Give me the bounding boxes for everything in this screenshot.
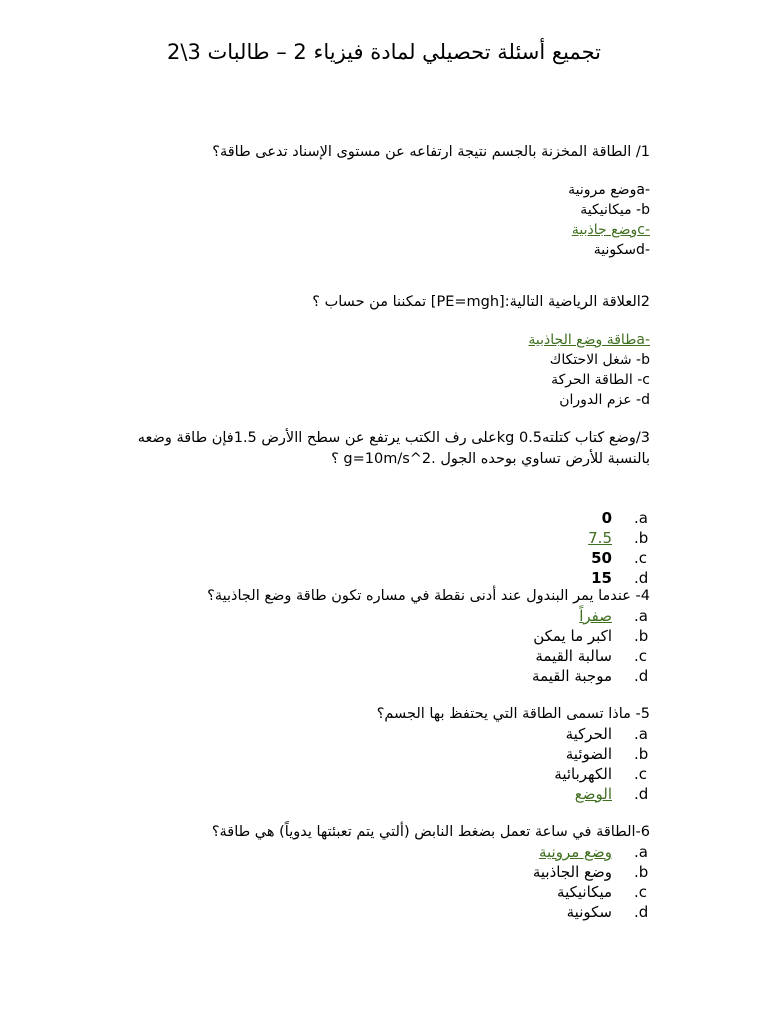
option-value: الوضع [574, 785, 612, 803]
option-letter: .a [634, 725, 648, 743]
option-value: 50 [591, 549, 612, 567]
q3-option-c [456, 548, 656, 568]
q2-option-c: c- الطاقة الحركة [551, 372, 650, 388]
option-value: 7.5 [588, 529, 612, 547]
option-value: موجبة القيمة [532, 667, 612, 685]
question-2: 2العلاقة الرياضية التالية:[PE=mgh] تمكننا من حساب ؟ [312, 294, 650, 310]
option-letter: .d [634, 569, 649, 587]
question-5: 5- ماذا تسمى الطاقة التي يحتفظ بها الجسم؟ [376, 706, 650, 722]
option-letter: .b [634, 529, 649, 547]
question-6: 6-الطاقة في ساعة تعمل بضغط النابض (ألتي يتم تعبئتها يدوياً) هي طاقة؟ [211, 824, 650, 840]
q3-option-b-correct [456, 528, 656, 548]
option-letter: .d [634, 667, 649, 685]
q3-option-d [456, 568, 656, 588]
option-value: 15 [591, 569, 612, 587]
question-4: 4- عندما يمر البندول عند أدنى نقطة في مساره تكون طاقة وضع الجاذبية؟ [207, 588, 650, 604]
q4-option-c [456, 646, 656, 666]
q4-option-a-correct [456, 606, 656, 626]
option-value: الحركية [565, 725, 612, 743]
q1-option-b: b- ميكانيكية [580, 202, 650, 218]
q5-option-c [456, 764, 656, 784]
option-letter: .b [634, 745, 649, 763]
option-letter: .a [634, 843, 648, 861]
option-value: سكونية [566, 903, 612, 921]
option-value: صفراً [579, 607, 612, 625]
option-letter: .c [634, 549, 648, 567]
page-title: تجميع أسئلة تحصيلي لمادة فيزياء 2 – طالبات 3\2 [167, 40, 601, 64]
q4-option-b [456, 626, 656, 646]
option-value: سالبة القيمة [535, 647, 612, 665]
q6-option-c [456, 882, 656, 902]
option-value: الكهربائية [554, 765, 612, 783]
option-value: وضع مرونية [538, 843, 612, 861]
option-letter: .d [634, 785, 649, 803]
option-value: اكبر ما يمكن [533, 627, 612, 645]
option-value: 0 [601, 509, 612, 527]
q5-option-a [456, 724, 656, 744]
q2-option-a-correct: -aطاقة وضع الجاذبية [528, 332, 650, 348]
q6-option-a-correct [456, 842, 656, 862]
option-letter: .c [634, 647, 648, 665]
q2-option-d: d- عزم الدوران [559, 392, 650, 408]
q3-option-a [456, 508, 656, 528]
q5-option-b [456, 744, 656, 764]
q5-option-d-correct [456, 784, 656, 804]
option-letter: .a [634, 607, 648, 625]
option-value: الضوئية [565, 745, 612, 763]
q1-option-a: -aوضع مرونية [568, 182, 650, 198]
question-1: 1/ الطاقة المخزنة بالجسم نتيجة ارتفاعه عن مستوى الإسناد تدعى طاقة؟ [212, 144, 650, 160]
option-value: وضع الجاذبية [532, 863, 612, 881]
question-3: 3/وضع كتاب كتلتهkg 0.5على رف الكتب يرتفع عن سطح االأرض 1.5فإن طاقة وضعه بالنسبة للأرض تساوي بوحده الجول .g=10m/s^2 ؟ [137, 430, 650, 467]
q1-option-c-correct: -cوضع جاذبية [571, 222, 650, 238]
q1-option-d: -dسكونية [593, 242, 650, 258]
q4-option-d [456, 666, 656, 686]
option-letter: .b [634, 627, 649, 645]
option-letter: .c [634, 883, 648, 901]
q6-option-b [456, 862, 656, 882]
option-letter: .a [634, 509, 648, 527]
q6-option-d [456, 902, 656, 922]
option-letter: .b [634, 863, 649, 881]
option-letter: .d [634, 903, 649, 921]
option-value: ميكانيكية [557, 883, 612, 901]
q2-option-b: b- شغل الاحتكاك [549, 352, 650, 368]
option-letter: .c [634, 765, 648, 783]
